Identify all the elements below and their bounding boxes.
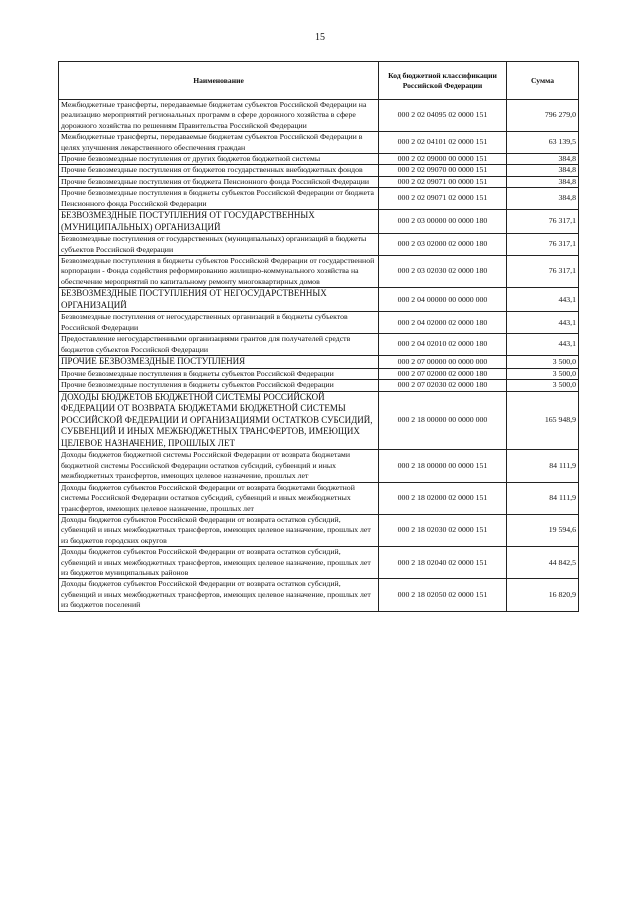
row-code-cell: 000 2 07 02030 02 0000 180 [379,380,507,391]
row-sum-cell: 384,8 [507,165,579,176]
row-sum-cell: 84 111,9 [507,482,579,514]
table-row [59,312,579,334]
row-sum-cell: 443,1 [507,312,579,334]
row-name-cell: Прочие безвозмездные поступления от бюджета Пенсионного фонда Российской Федерации [59,176,379,187]
table-row [59,176,579,187]
row-code-cell: 000 2 02 09071 02 0000 151 [379,188,507,210]
row-name-cell: Прочие безвозмездные поступления от других бюджетов бюджетной системы [59,154,379,165]
row-name-cell: Безвозмездные поступления от государственных (муниципальных) организаций в бюджеты субъектов Российской Федерации [59,234,379,256]
row-sum-cell: 76 317,1 [507,234,579,256]
row-name-cell: Доходы бюджетов субъектов Российской Федерации от возврата остатков субсидий, субвенций и иных межбюджетных трансфертов, имеющих целевое назначение, прошлых лет из бюджетов городских округов [59,514,379,546]
row-sum-cell: 384,8 [507,176,579,187]
row-name-cell: Межбюджетные трансферты, передаваемые бюджетам субъектов Российской Федерации в целях улучшения лекарственного обеспечения граждан [59,132,379,154]
table-row [59,234,579,256]
header-code: Код бюджетной классификации Российской Федерации [379,62,507,100]
table-row [59,391,579,450]
row-code-cell: 000 2 03 00000 00 0000 180 [379,210,507,234]
row-code-cell: 000 2 02 04095 02 0000 151 [379,100,507,132]
table-row [59,132,579,154]
row-name-cell: Прочие безвозмездные поступления в бюджеты субъектов Российской Федерации [59,380,379,391]
table-row [59,514,579,546]
row-name-cell: Прочие безвозмездные поступления в бюджеты субъектов Российской Федерации от бюджета Пенсионного фонда Российской Федерации [59,188,379,210]
row-sum-cell: 384,8 [507,188,579,210]
row-sum-cell: 16 820,9 [507,579,579,611]
row-name-cell: Предоставление негосударственными организациями грантов для получателей средств бюджетов субъектов Российской Федерации [59,334,379,356]
row-name-cell: ДОХОДЫ БЮДЖЕТОВ БЮДЖЕТНОЙ СИСТЕМЫ РОССИЙСКОЙ ФЕДЕРАЦИИ ОТ ВОЗВРАТА БЮДЖЕТАМИ БЮДЖЕТНОЙ СИСТЕМЫ РОССИЙСКОЙ ФЕДЕРАЦИИ И ОРГАНИЗАЦИЯМИ ОСТАТКОВ СУБСИДИЙ, СУБВЕНЦИЙ И ИНЫХ МЕЖБЮДЖЕТНЫХ ТРАНСФЕРТОВ, ИМЕЮЩИХ ЦЕЛЕВОЕ НАЗНАЧЕНИЕ, ПРОШЛЫХ ЛЕТ [59,391,379,450]
row-code-cell: 000 2 03 02030 02 0000 180 [379,256,507,288]
row-sum-cell: 76 317,1 [507,210,579,234]
row-code-cell: 000 2 18 02030 02 0000 151 [379,514,507,546]
row-sum-cell: 19 594,6 [507,514,579,546]
row-sum-cell: 443,1 [507,334,579,356]
budget-table [58,61,579,612]
row-name-cell: Межбюджетные трансферты, передаваемые бюджетам субъектов Российской Федерации на реализацию мероприятий региональных программ в сфере дорожного хозяйства в сфере дорожного хозяйства по решениям Правительства Российской Федерации [59,100,379,132]
row-code-cell: 000 2 04 02000 02 0000 180 [379,312,507,334]
row-code-cell: 000 2 02 09070 00 0000 151 [379,165,507,176]
row-sum-cell: 63 139,5 [507,132,579,154]
row-name-cell: Безвозмездные поступления в бюджеты субъектов Российской Федерации от государственной корпорации - Фонда содействия реформированию жилищно-коммунального хозяйства на обеспечение мероприятий по капитальному ремонту многоквартирных домов [59,256,379,288]
table-row [59,210,579,234]
row-sum-cell: 3 500,0 [507,356,579,369]
row-sum-cell: 165 948,9 [507,391,579,450]
table-row [59,368,579,379]
table-row [59,356,579,369]
row-sum-cell: 384,8 [507,154,579,165]
table-row [59,288,579,312]
row-code-cell: 000 2 07 00000 00 0000 000 [379,356,507,369]
row-name-cell: Прочие безвозмездные поступления в бюджеты субъектов Российской Федерации [59,368,379,379]
row-code-cell: 000 2 18 02040 02 0000 151 [379,547,507,579]
table-row [59,334,579,356]
row-code-cell: 000 2 02 09071 00 0000 151 [379,176,507,187]
row-name-cell: Прочие безвозмездные поступления от бюджетов государственных внебюджетных фондов [59,165,379,176]
row-code-cell: 000 2 18 00000 00 0000 151 [379,450,507,482]
table-row [59,450,579,482]
table-row [59,547,579,579]
row-name-cell: Безвозмездные поступления от негосударственных организаций в бюджеты субъектов Российской Федерации [59,312,379,334]
header-name: Наименование [59,62,379,100]
row-name-cell: Доходы бюджетов субъектов Российской Федерации от возврата остатков субсидий, субвенций и иных межбюджетных трансфертов, имеющих целевое назначение, прошлых лет из бюджетов муниципальных районов [59,547,379,579]
row-sum-cell: 796 279,0 [507,100,579,132]
row-code-cell: 000 2 18 02050 02 0000 151 [379,579,507,611]
table-row [59,579,579,611]
row-name-cell: БЕЗВОЗМЕЗДНЫЕ ПОСТУПЛЕНИЯ ОТ ГОСУДАРСТВЕННЫХ (МУНИЦИПАЛЬНЫХ) ОРГАНИЗАЦИЙ [59,210,379,234]
row-name-cell: Доходы бюджетов субъектов Российской Федерации от возврата бюджетами бюджетной системы Российской Федерации остатков субсидий, субвенций и иных межбюджетных трансфертов, имеющих целевое назначение, прошлых лет [59,482,379,514]
row-code-cell: 000 2 18 00000 00 0000 000 [379,391,507,450]
row-sum-cell: 84 111,9 [507,450,579,482]
table-header-row [59,62,579,100]
row-name-cell: ПРОЧИЕ БЕЗВОЗМЕЗДНЫЕ ПОСТУПЛЕНИЯ [59,356,379,369]
row-code-cell: 000 2 04 02010 02 0000 180 [379,334,507,356]
header-sum: Сумма [507,62,579,100]
table-row [59,256,579,288]
row-code-cell: 000 2 02 09000 00 0000 151 [379,154,507,165]
row-sum-cell: 44 842,5 [507,547,579,579]
table-row [59,165,579,176]
row-name-cell: Доходы бюджетов субъектов Российской Федерации от возврата остатков субсидий, субвенций и иных межбюджетных трансфертов, имеющих целевое назначение, прошлых лет из бюджетов поселений [59,579,379,611]
row-sum-cell: 443,1 [507,288,579,312]
row-sum-cell: 3 500,0 [507,368,579,379]
row-code-cell: 000 2 18 02000 02 0000 151 [379,482,507,514]
row-code-cell: 000 2 04 00000 00 0000 000 [379,288,507,312]
table-row [59,482,579,514]
row-sum-cell: 3 500,0 [507,380,579,391]
row-name-cell: БЕЗВОЗМЕЗДНЫЕ ПОСТУПЛЕНИЯ ОТ НЕГОСУДАРСТВЕННЫХ ОРГАНИЗАЦИЙ [59,288,379,312]
row-code-cell: 000 2 02 04101 02 0000 151 [379,132,507,154]
table-row [59,100,579,132]
table-row [59,154,579,165]
row-code-cell: 000 2 07 02000 02 0000 180 [379,368,507,379]
table-row [59,380,579,391]
row-sum-cell: 76 317,1 [507,256,579,288]
row-code-cell: 000 2 03 02000 02 0000 180 [379,234,507,256]
page-number: 15 [315,32,325,43]
table-row [59,188,579,210]
row-name-cell: Доходы бюджетов бюджетной системы Российской Федерации от возврата бюджетами бюджетной системы Российской Федерации остатков субсидий, субвенций и иных межбюджетных трансфертов, имеющих целевое назначение, прошлых лет [59,450,379,482]
